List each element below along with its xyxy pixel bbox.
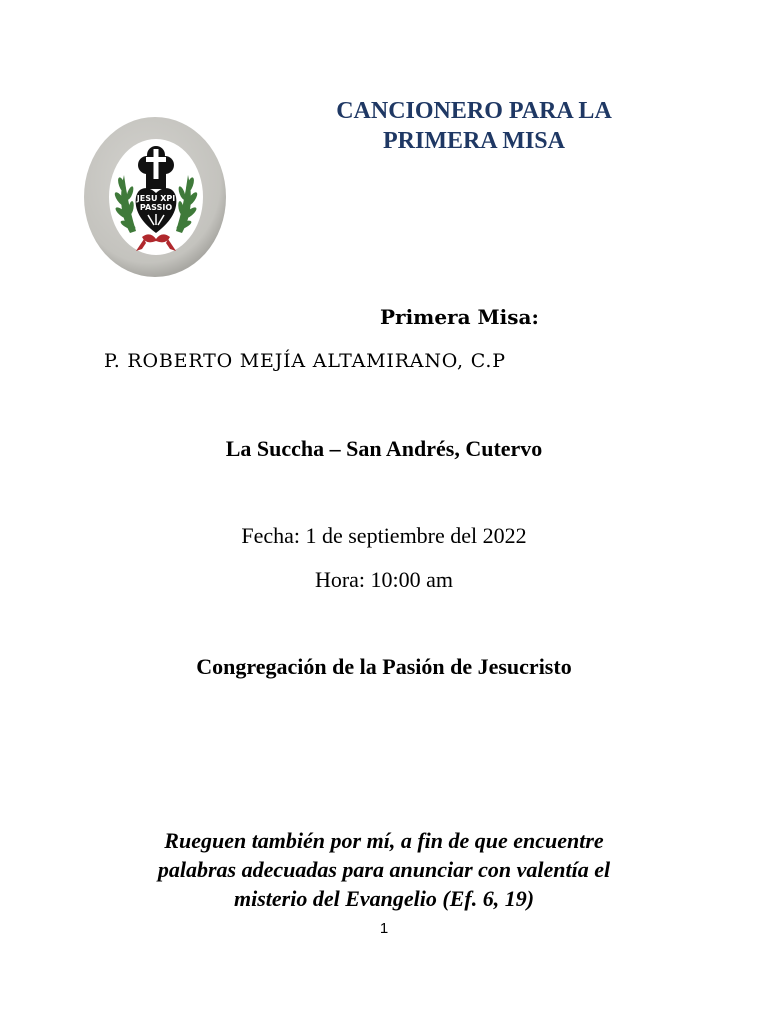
location: La Succha – San Andrés, Cutervo xyxy=(225,436,543,461)
priest-name: P. ROBERTO MEJÍA ALTAMIRANO, C.P xyxy=(104,350,506,372)
title-line-1: CANCIONERO PARA LA xyxy=(336,98,612,124)
quote-line-2: palabras adecuadas para anunciar con valentía el xyxy=(157,857,611,882)
first-mass-heading: Primera Misa: xyxy=(380,305,539,329)
event-date: Fecha: 1 de septiembre del 2022 xyxy=(241,523,527,548)
quote-line-1: Rueguen también por mí, a fin de que encuentre xyxy=(164,828,604,853)
scripture-quote xyxy=(84,826,684,913)
document-title xyxy=(270,96,678,156)
congregation-name: Congregación de la Pasión de Jesucristo xyxy=(196,654,572,679)
title-line-2: PRIMERA MISA xyxy=(382,128,565,154)
event-time: Hora: 10:00 am xyxy=(314,567,454,592)
page-number: 1 xyxy=(379,920,389,937)
quote-line-3: misterio del Evangelio (Ef. 6, 19) xyxy=(233,886,535,911)
svg-text:JESU XPI: JESU XPI xyxy=(136,194,176,203)
svg-text:PASSIO: PASSIO xyxy=(139,203,173,212)
passionist-emblem-icon xyxy=(80,113,230,281)
